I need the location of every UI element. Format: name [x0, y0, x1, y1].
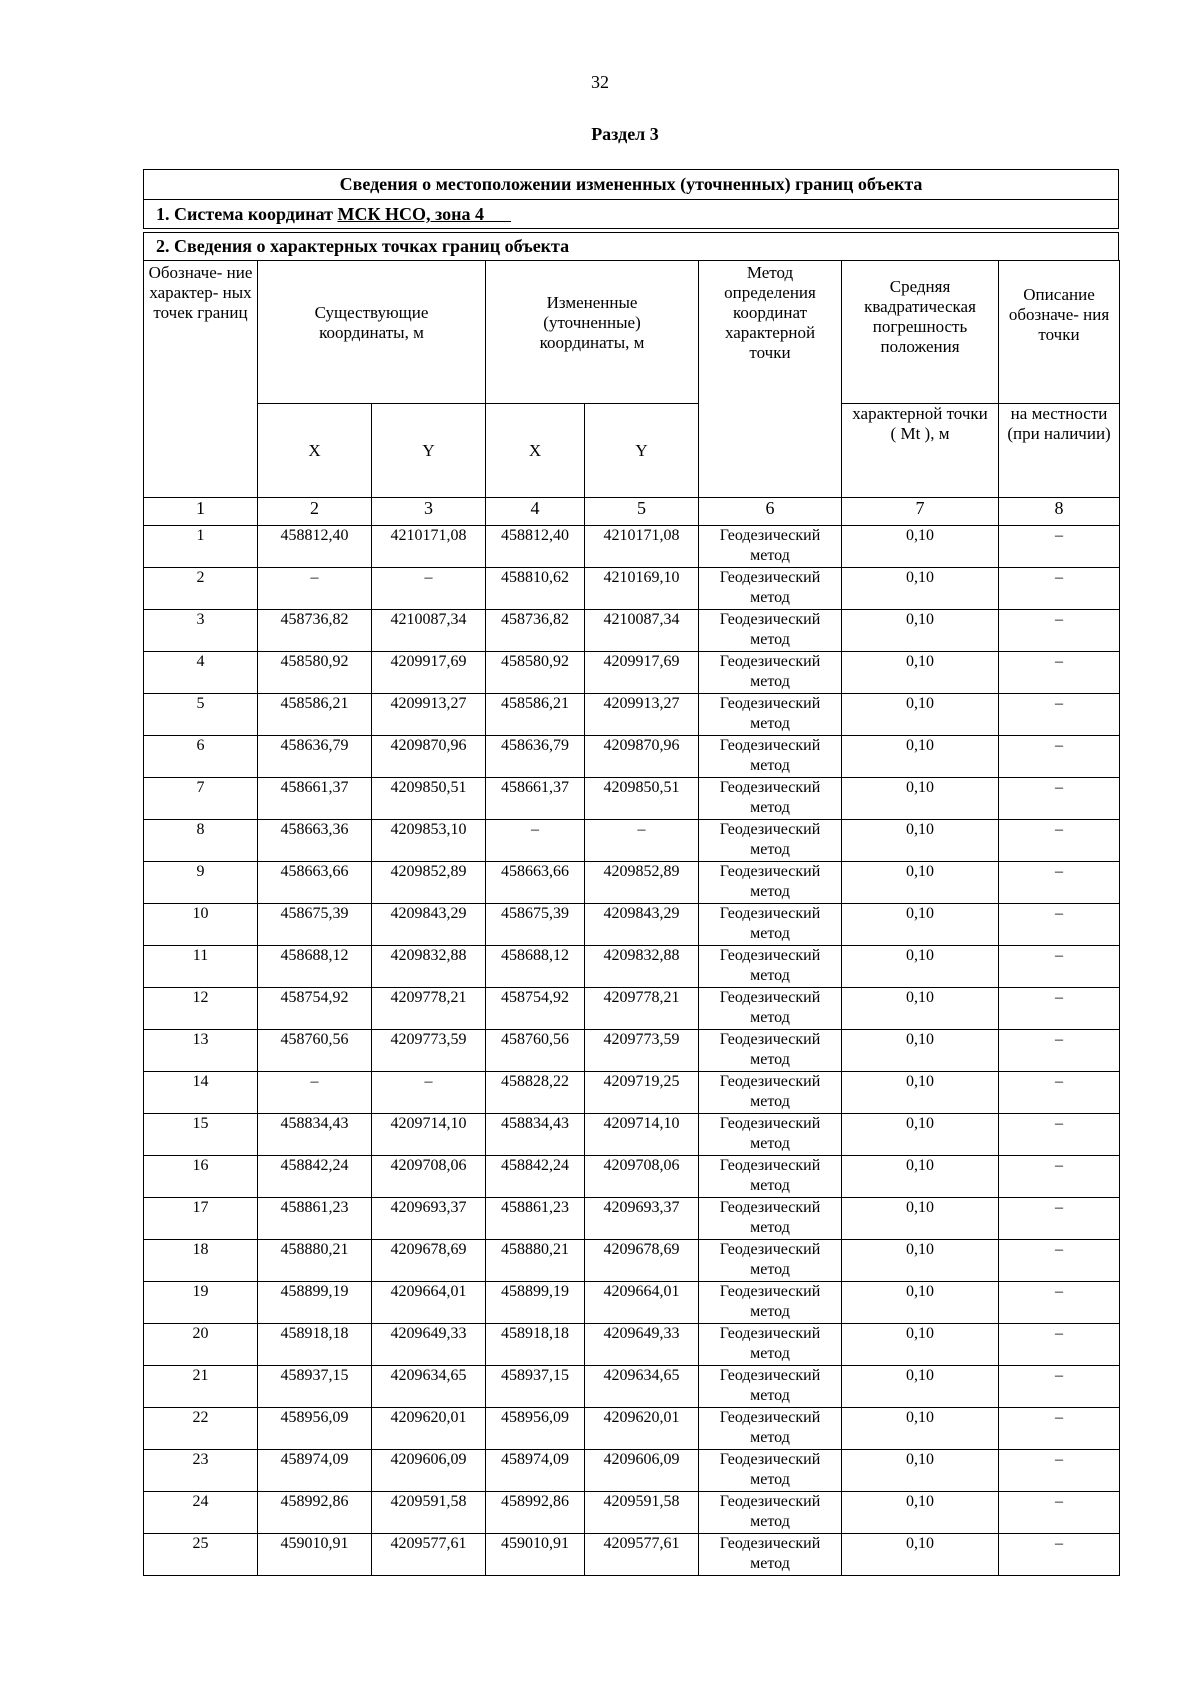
method-cell: Геодезический метод [699, 820, 842, 862]
existing-x-cell: 458675,39 [258, 904, 372, 946]
description-cell: – [999, 778, 1120, 820]
existing-y-cell: 4209678,69 [372, 1240, 486, 1282]
existing-y-cell: 4209913,27 [372, 694, 486, 736]
changed-y-cell: 4209591,58 [585, 1492, 699, 1534]
existing-x-cell: 458580,92 [258, 652, 372, 694]
method-cell: Геодезический метод [699, 1030, 842, 1072]
existing-y-cell: 4209708,06 [372, 1156, 486, 1198]
changed-x-cell: 458586,21 [486, 694, 585, 736]
table-row [144, 820, 1120, 862]
existing-x-cell: 458974,09 [258, 1450, 372, 1492]
changed-y-cell: 4209850,51 [585, 778, 699, 820]
changed-y-cell: 4209664,01 [585, 1282, 699, 1324]
changed-y-cell: 4209606,09 [585, 1450, 699, 1492]
existing-y-cell: – [372, 568, 486, 610]
existing-x-cell: 458812,40 [258, 526, 372, 568]
table-row [144, 1324, 1120, 1366]
table-row [144, 988, 1120, 1030]
point-number-cell: 16 [144, 1156, 258, 1198]
changed-y-cell: 4209913,27 [585, 694, 699, 736]
description-cell: – [999, 736, 1120, 778]
changed-y-cell: 4210171,08 [585, 526, 699, 568]
method-cell: Геодезический метод [699, 946, 842, 988]
method-cell: Геодезический метод [699, 1282, 842, 1324]
coord-system-value: МСК НСО, зона 4 [337, 204, 485, 224]
table-row [144, 568, 1120, 610]
existing-y-cell: 4209852,89 [372, 862, 486, 904]
description-cell: – [999, 1324, 1120, 1366]
mt-cell: 0,10 [842, 820, 999, 862]
method-cell: Геодезический метод [699, 652, 842, 694]
point-number-cell: 21 [144, 1366, 258, 1408]
changed-x-cell: 458760,56 [486, 1030, 585, 1072]
existing-y-cell: 4209917,69 [372, 652, 486, 694]
changed-x-cell: 458974,09 [486, 1450, 585, 1492]
method-cell: Геодезический метод [699, 1156, 842, 1198]
header-changed-y: Y [585, 404, 699, 498]
changed-x-cell: 458828,22 [486, 1072, 585, 1114]
table-row [144, 652, 1120, 694]
point-number-cell: 5 [144, 694, 258, 736]
changed-x-cell: 458661,37 [486, 778, 585, 820]
changed-x-cell: 458937,15 [486, 1366, 585, 1408]
table-row [144, 1114, 1120, 1156]
table-row [144, 862, 1120, 904]
point-number-cell: 1 [144, 526, 258, 568]
mt-cell: 0,10 [842, 1114, 999, 1156]
changed-x-cell: 458880,21 [486, 1240, 585, 1282]
changed-x-cell: 458899,19 [486, 1282, 585, 1324]
page-number: 32 [591, 72, 609, 92]
method-cell: Геодезический метод [699, 1492, 842, 1534]
existing-y-cell: 4209778,21 [372, 988, 486, 1030]
changed-y-cell: 4209778,21 [585, 988, 699, 1030]
mt-cell: 0,10 [842, 694, 999, 736]
column-number-row [144, 498, 1120, 526]
method-cell: Геодезический метод [699, 1450, 842, 1492]
table-row [144, 1072, 1120, 1114]
table-row [144, 1030, 1120, 1072]
method-cell: Геодезический метод [699, 1408, 842, 1450]
table-row [144, 526, 1120, 568]
existing-y-cell: 4209664,01 [372, 1282, 486, 1324]
method-cell: Геодезический метод [699, 1324, 842, 1366]
table-row [144, 1534, 1120, 1576]
description-cell: – [999, 820, 1120, 862]
changed-x-cell: 458636,79 [486, 736, 585, 778]
point-number-cell: 10 [144, 904, 258, 946]
existing-x-cell: 458663,36 [258, 820, 372, 862]
mt-cell: 0,10 [842, 778, 999, 820]
box-title: Сведения о местоположении измененных (уточненных) границ объекта [143, 169, 1119, 200]
table-row [144, 1156, 1120, 1198]
description-cell: – [999, 1366, 1120, 1408]
description-cell: – [999, 610, 1120, 652]
changed-y-cell: 4209693,37 [585, 1198, 699, 1240]
boundary-points-table [143, 260, 1120, 1576]
changed-y-cell: 4209634,65 [585, 1366, 699, 1408]
method-cell: Геодезический метод [699, 904, 842, 946]
changed-y-cell: 4209678,69 [585, 1240, 699, 1282]
header-method: Метод определения координат характерной точки [699, 261, 842, 498]
method-cell: Геодезический метод [699, 778, 842, 820]
table-row [144, 1450, 1120, 1492]
point-number-cell: 20 [144, 1324, 258, 1366]
description-cell: – [999, 1072, 1120, 1114]
point-number-cell: 22 [144, 1408, 258, 1450]
method-cell: Геодезический метод [699, 736, 842, 778]
mt-cell: 0,10 [842, 1072, 999, 1114]
description-cell: – [999, 1450, 1120, 1492]
table-row [144, 1282, 1120, 1324]
mt-cell: 0,10 [842, 736, 999, 778]
mt-cell: 0,10 [842, 904, 999, 946]
changed-y-cell: 4209719,25 [585, 1072, 699, 1114]
coord-system-line [143, 199, 1119, 229]
header-existing-y: Y [372, 404, 486, 498]
existing-y-cell: 4209843,29 [372, 904, 486, 946]
changed-x-cell: 458663,66 [486, 862, 585, 904]
mt-cell: 0,10 [842, 946, 999, 988]
existing-x-cell: 458636,79 [258, 736, 372, 778]
column-number: 3 [372, 498, 486, 526]
changed-y-cell: 4209843,29 [585, 904, 699, 946]
changed-x-cell: 458861,23 [486, 1198, 585, 1240]
changed-x-cell: 458754,92 [486, 988, 585, 1030]
method-cell: Геодезический метод [699, 862, 842, 904]
header-row-top [144, 261, 1120, 404]
point-number-cell: 3 [144, 610, 258, 652]
existing-y-cell: 4209850,51 [372, 778, 486, 820]
description-cell: – [999, 1282, 1120, 1324]
mt-cell: 0,10 [842, 1156, 999, 1198]
description-cell: – [999, 946, 1120, 988]
existing-x-cell: 458834,43 [258, 1114, 372, 1156]
description-cell: – [999, 988, 1120, 1030]
mt-cell: 0,10 [842, 1282, 999, 1324]
table-row [144, 1492, 1120, 1534]
column-number: 2 [258, 498, 372, 526]
existing-x-cell: 458760,56 [258, 1030, 372, 1072]
mt-cell: 0,10 [842, 652, 999, 694]
changed-y-cell: 4209773,59 [585, 1030, 699, 1072]
changed-x-cell: 458834,43 [486, 1114, 585, 1156]
changed-y-cell: 4210169,10 [585, 568, 699, 610]
description-cell: – [999, 862, 1120, 904]
header-designation: Обозначе- ние характер- ных точек границ [144, 261, 258, 498]
existing-x-cell: – [258, 1072, 372, 1114]
table-row [144, 694, 1120, 736]
point-number-cell: 18 [144, 1240, 258, 1282]
existing-y-cell: 4209620,01 [372, 1408, 486, 1450]
column-number: 5 [585, 498, 699, 526]
existing-x-cell: 458899,19 [258, 1282, 372, 1324]
changed-x-cell: 458812,40 [486, 526, 585, 568]
method-cell: Геодезический метод [699, 1072, 842, 1114]
existing-y-cell: 4209649,33 [372, 1324, 486, 1366]
changed-y-cell: – [585, 820, 699, 862]
column-number: 1 [144, 498, 258, 526]
point-number-cell: 17 [144, 1198, 258, 1240]
existing-y-cell: 4209853,10 [372, 820, 486, 862]
existing-y-cell: 4209634,65 [372, 1366, 486, 1408]
changed-y-cell: 4209832,88 [585, 946, 699, 988]
table-row [144, 610, 1120, 652]
method-cell: Геодезический метод [699, 988, 842, 1030]
header-mt-bottom: характерной точки ( Mt ), м [842, 404, 999, 498]
description-cell: – [999, 1030, 1120, 1072]
header-changed-coords: Измененные (уточненные) координаты, м [486, 261, 699, 404]
mt-cell: 0,10 [842, 1534, 999, 1576]
changed-x-cell: 458675,39 [486, 904, 585, 946]
mt-cell: 0,10 [842, 988, 999, 1030]
changed-y-cell: 4210087,34 [585, 610, 699, 652]
point-number-cell: 25 [144, 1534, 258, 1576]
description-cell: – [999, 1114, 1120, 1156]
table-row [144, 1366, 1120, 1408]
existing-y-cell: 4209606,09 [372, 1450, 486, 1492]
description-cell: – [999, 1408, 1120, 1450]
header-desc-top: Описание обозначе- ния точки [999, 261, 1120, 404]
existing-x-cell: 458861,23 [258, 1198, 372, 1240]
existing-y-cell: 4209693,37 [372, 1198, 486, 1240]
mt-cell: 0,10 [842, 1492, 999, 1534]
description-cell: – [999, 568, 1120, 610]
point-number-cell: 9 [144, 862, 258, 904]
mt-cell: 0,10 [842, 1366, 999, 1408]
changed-x-cell: 458992,86 [486, 1492, 585, 1534]
description-cell: – [999, 694, 1120, 736]
method-cell: Геодезический метод [699, 610, 842, 652]
method-cell: Геодезический метод [699, 1198, 842, 1240]
point-number-cell: 13 [144, 1030, 258, 1072]
table-row [144, 904, 1120, 946]
point-number-cell: 19 [144, 1282, 258, 1324]
changed-y-cell: 4209649,33 [585, 1324, 699, 1366]
existing-x-cell: 458754,92 [258, 988, 372, 1030]
section-title: Раздел 3 [591, 124, 659, 144]
existing-x-cell: 458688,12 [258, 946, 372, 988]
coord-system-label: 1. Система координат [156, 204, 338, 224]
table-row [144, 1198, 1120, 1240]
existing-y-cell: 4210171,08 [372, 526, 486, 568]
existing-y-cell: 4209714,10 [372, 1114, 486, 1156]
existing-x-cell: 458918,18 [258, 1324, 372, 1366]
existing-x-cell: 459010,91 [258, 1534, 372, 1576]
header-existing-coords: Существующие координаты, м [258, 261, 486, 404]
existing-y-cell: 4209577,61 [372, 1534, 486, 1576]
existing-x-cell: 458661,37 [258, 778, 372, 820]
mt-cell: 0,10 [842, 1324, 999, 1366]
description-cell: – [999, 1240, 1120, 1282]
mt-cell: 0,10 [842, 568, 999, 610]
existing-x-cell: 458992,86 [258, 1492, 372, 1534]
description-cell: – [999, 904, 1120, 946]
existing-x-cell: 458586,21 [258, 694, 372, 736]
point-number-cell: 23 [144, 1450, 258, 1492]
table-row [144, 1408, 1120, 1450]
description-cell: – [999, 1198, 1120, 1240]
method-cell: Геодезический метод [699, 1240, 842, 1282]
existing-x-cell: 458842,24 [258, 1156, 372, 1198]
header-row-bottom [144, 404, 1120, 498]
existing-y-cell: 4209773,59 [372, 1030, 486, 1072]
mt-cell: 0,10 [842, 862, 999, 904]
point-number-cell: 12 [144, 988, 258, 1030]
changed-y-cell: 4209714,10 [585, 1114, 699, 1156]
existing-x-cell: 458880,21 [258, 1240, 372, 1282]
mt-cell: 0,10 [842, 610, 999, 652]
changed-y-cell: 4209852,89 [585, 862, 699, 904]
changed-x-cell: 458688,12 [486, 946, 585, 988]
changed-x-cell: 458918,18 [486, 1324, 585, 1366]
header-mt-top: Средняя квадратическая погрешность положения [842, 261, 999, 404]
column-number: 8 [999, 498, 1120, 526]
point-number-cell: 6 [144, 736, 258, 778]
existing-x-cell: 458956,09 [258, 1408, 372, 1450]
table-row [144, 1240, 1120, 1282]
method-cell: Геодезический метод [699, 526, 842, 568]
column-number: 4 [486, 498, 585, 526]
method-cell: Геодезический метод [699, 1114, 842, 1156]
description-cell: – [999, 1492, 1120, 1534]
changed-x-cell: 458956,09 [486, 1408, 585, 1450]
header-desc-bottom: на местности (при наличии) [999, 404, 1120, 498]
changed-x-cell: 458810,62 [486, 568, 585, 610]
header-existing-x: X [258, 404, 372, 498]
existing-y-cell: 4209591,58 [372, 1492, 486, 1534]
existing-x-cell: 458937,15 [258, 1366, 372, 1408]
header-changed-x: X [486, 404, 585, 498]
table-row [144, 778, 1120, 820]
existing-x-cell: 458736,82 [258, 610, 372, 652]
existing-y-cell: 4209832,88 [372, 946, 486, 988]
mt-cell: 0,10 [842, 1450, 999, 1492]
changed-y-cell: 4209708,06 [585, 1156, 699, 1198]
mt-cell: 0,10 [842, 526, 999, 568]
mt-cell: 0,10 [842, 1240, 999, 1282]
existing-y-cell: 4209870,96 [372, 736, 486, 778]
point-number-cell: 24 [144, 1492, 258, 1534]
column-number: 6 [699, 498, 842, 526]
changed-y-cell: 4209620,01 [585, 1408, 699, 1450]
column-number: 7 [842, 498, 999, 526]
point-number-cell: 14 [144, 1072, 258, 1114]
mt-cell: 0,10 [842, 1408, 999, 1450]
table-row [144, 736, 1120, 778]
point-number-cell: 8 [144, 820, 258, 862]
description-cell: – [999, 526, 1120, 568]
mt-cell: 0,10 [842, 1198, 999, 1240]
changed-y-cell: 4209917,69 [585, 652, 699, 694]
description-cell: – [999, 1156, 1120, 1198]
existing-x-cell: 458663,66 [258, 862, 372, 904]
changed-y-cell: 4209577,61 [585, 1534, 699, 1576]
point-number-cell: 2 [144, 568, 258, 610]
point-number-cell: 4 [144, 652, 258, 694]
changed-x-cell: 458580,92 [486, 652, 585, 694]
changed-x-cell: – [486, 820, 585, 862]
method-cell: Геодезический метод [699, 694, 842, 736]
existing-y-cell: – [372, 1072, 486, 1114]
method-cell: Геодезический метод [699, 568, 842, 610]
mt-cell: 0,10 [842, 1030, 999, 1072]
point-number-cell: 15 [144, 1114, 258, 1156]
point-number-cell: 7 [144, 778, 258, 820]
existing-y-cell: 4210087,34 [372, 610, 486, 652]
points-title: 2. Сведения о характерных точках границ объекта [143, 232, 1119, 261]
table-row [144, 946, 1120, 988]
description-cell: – [999, 1534, 1120, 1576]
changed-x-cell: 458736,82 [486, 610, 585, 652]
changed-x-cell: 459010,91 [486, 1534, 585, 1576]
changed-x-cell: 458842,24 [486, 1156, 585, 1198]
description-cell: – [999, 652, 1120, 694]
existing-x-cell: – [258, 568, 372, 610]
method-cell: Геодезический метод [699, 1534, 842, 1576]
method-cell: Геодезический метод [699, 1366, 842, 1408]
changed-y-cell: 4209870,96 [585, 736, 699, 778]
point-number-cell: 11 [144, 946, 258, 988]
